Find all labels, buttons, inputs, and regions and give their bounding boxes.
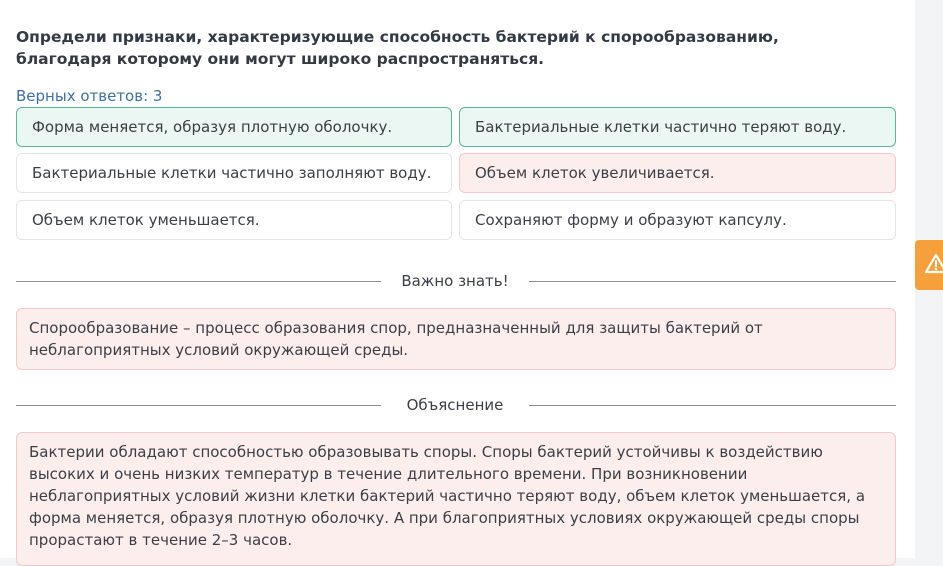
answer-option-1[interactable]: Форма меняется, образуя плотную оболочку. (16, 107, 452, 147)
explanation-divider-right (529, 405, 896, 406)
important-box (16, 308, 896, 370)
warning-icon (925, 253, 943, 275)
explanation-box (16, 432, 896, 566)
important-divider-right (529, 281, 896, 282)
report-problem-tab[interactable] (915, 240, 943, 290)
correct-answers-count: Верных ответов: 3 (16, 87, 163, 105)
answer-option-3[interactable]: Бактериальные клетки частично заполняют воду. (16, 153, 452, 193)
answer-option-2[interactable]: Бактериальные клетки частично теряют воду. (459, 107, 896, 147)
answer-option-6[interactable]: Сохраняют форму и образуют капсулу. (459, 200, 896, 240)
question-text: Определи признаки, характеризующие способность бактерий к спорообразованию, благодаря которому они могут широко распространяться. (16, 28, 779, 68)
answer-option-4[interactable]: Объем клеток увеличивается. (459, 153, 896, 193)
important-divider-left (16, 281, 381, 282)
important-text: Спорообразование – процесс образования спор, предназначенный для защиты бактерий от неблагоприятных условий окружающей среды. (29, 319, 763, 359)
explanation-text: Бактерии обладают способностью образовывать споры. Споры бактерий устойчивы к воздействию высоких и очень низких температур в течение длительного времени. При возникновении неблагоприятных условий жизни клетки бактерий частично теряют воду, объем клеток уменьшается, а форма меняется, образуя плотную оболочку. А при благоприятных условиях окружающей среды споры прорастают в течение 2–3 часов. (29, 443, 866, 549)
explanation-divider-left (16, 405, 381, 406)
important-title: Важно знать! (401, 272, 509, 290)
answer-option-5[interactable]: Объем клеток уменьшается. (16, 200, 452, 240)
explanation-title: Объяснение (406, 396, 504, 414)
